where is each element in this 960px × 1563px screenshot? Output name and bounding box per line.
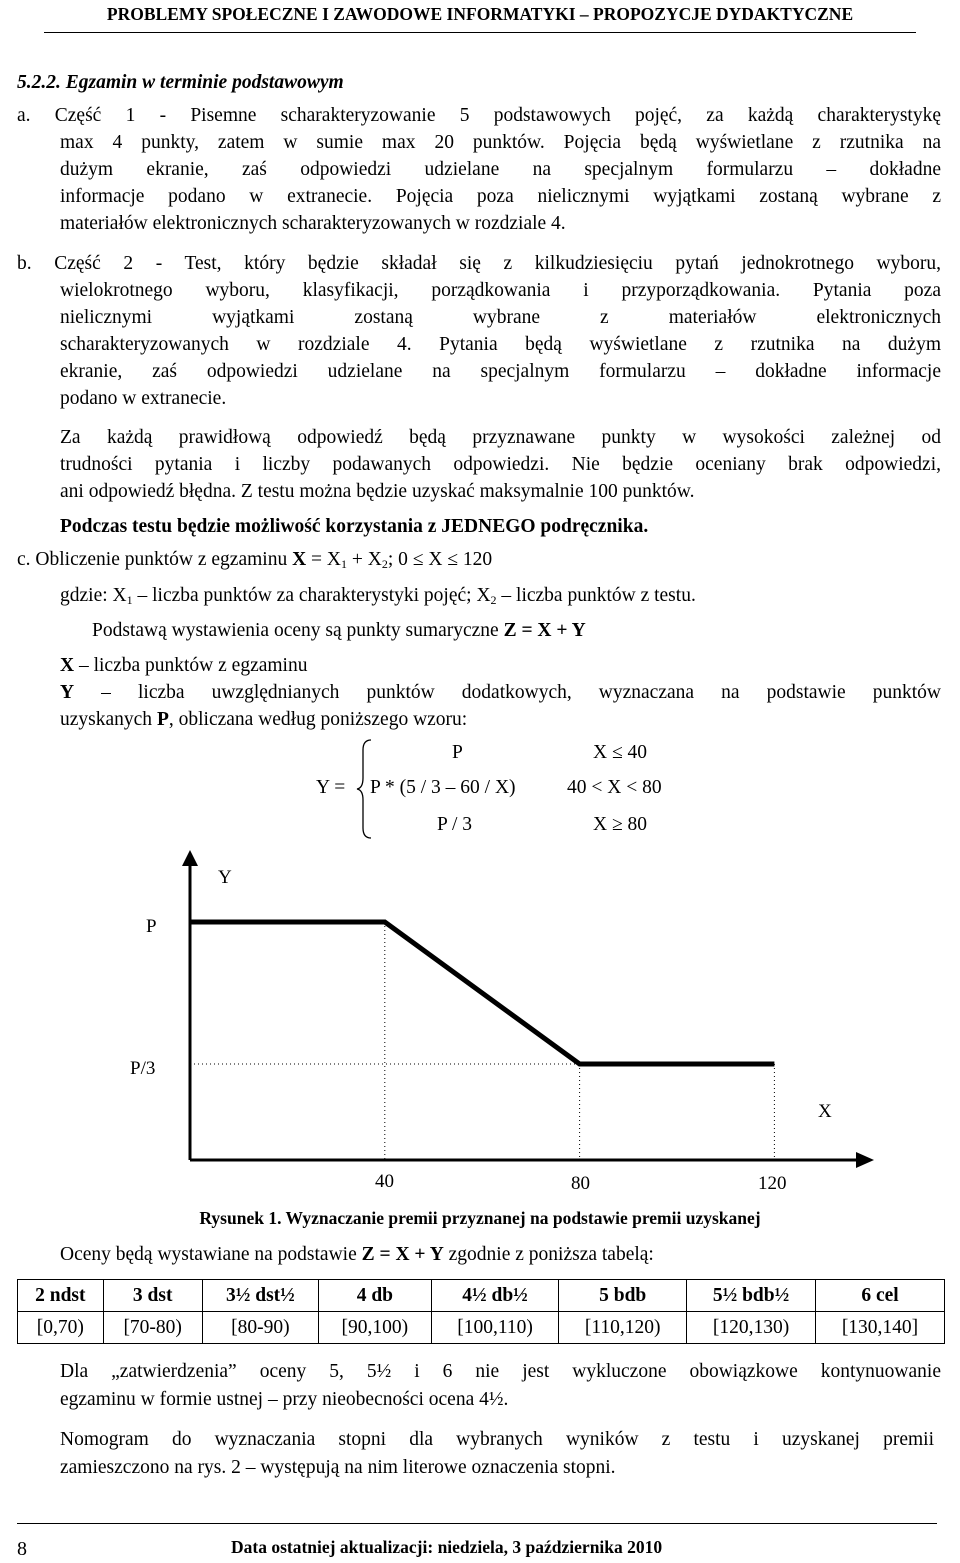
grade-cell: 2 ndst [18, 1280, 104, 1312]
part-c-basis: Podstawą wystawienia oceny są punkty sumaryczne Z = X + Y [92, 620, 586, 641]
part-b-line-6: podano w extranecie. [60, 388, 227, 409]
range-cell: [90,100) [319, 1312, 432, 1344]
part-a-line-2: max 4 punkty, zatem w sumie max 20 punktów. Pojęcia będą wyświetlane z rzutnika na [60, 132, 941, 153]
note-2-line-1: Nomogram do wyznaczania stopni dla wybranych wyników z testu i uzyskanej premii [60, 1429, 934, 1450]
formula-case-2-expr: P * (5 / 3 – 60 / X) [370, 777, 516, 798]
grade-cell: 6 cel [816, 1280, 945, 1312]
note-1-line-2: egzaminu w formie ustnej – przy nieobecności ocena 4½. [60, 1389, 509, 1410]
part-b-line-5: ekranie, zaś odpowiedzi udzielane na specjalnym formularzu – dokładne informacje [60, 361, 941, 382]
note-1-line-1: Dla „zatwierdzenia” oceny 5, 5½ i 6 nie jest wykluczone obowiązkowe kontynuowanie [60, 1361, 941, 1382]
y-axis-arrow [182, 850, 198, 866]
y-tick-p3: P/3 [130, 1058, 156, 1079]
y-definition-line-2: uzyskanych P, obliczana według poniższego wzoru: [60, 709, 468, 730]
grade-cell: 3 dst [103, 1280, 202, 1312]
formula-lhs: Y = [316, 777, 346, 798]
grade-cell: 4½ db½ [431, 1280, 559, 1312]
x-definition: X – liczba punktów z egzaminu [60, 655, 308, 676]
grade-cell: 5 bdb [559, 1280, 687, 1312]
part-a-line-3: dużym ekranie, zaś odpowiedzi udzielane na specjalnym formularzu – dokładne [60, 159, 941, 180]
page-number: 8 [17, 1538, 27, 1560]
premium-chart [0, 840, 960, 1200]
y-definition-line-1: Y – liczba uwzględnianych punktów dodatkowych, wyznaczana na podstawie punktów [60, 682, 941, 703]
range-cell: [0,70) [18, 1312, 104, 1344]
grades-table [17, 1279, 945, 1344]
grade-cell: 5½ bdb½ [687, 1280, 816, 1312]
section-heading: 5.2.2. Egzamin w terminie podstawowym [17, 72, 344, 93]
part-c-line: c. Obliczenie punktów z egzaminu $X = X_1 + X_2$; 0 ≤ X ≤ 120 [17, 549, 493, 571]
part-b2-line-2: trudności pytania i liczby podawanych odpowiedzi. Nie będzie oceniany brak odpowiedzi, [60, 454, 941, 475]
header-rule [44, 32, 916, 33]
note-2-line-2: zamieszczono na rys. 2 – występują na nim literowe oznaczenia stopni. [60, 1457, 616, 1478]
chart-gridlines [190, 922, 774, 1160]
part-b-line-1: b. Część 2 - Test, który będzie składał się z kilkudziesięciu pytań jednokrotnego wyboru, [17, 253, 941, 274]
footer-update: Data ostatniej aktualizacji: niedziela, 3 października 2010 [231, 1537, 663, 1557]
part-b2-line-3: ani odpowiedź błędna. Z testu można będzie uzyskać maksymalnie 100 punktów. [60, 481, 695, 502]
range-cell: [70-80) [103, 1312, 202, 1344]
x-tick-120: 120 [758, 1173, 787, 1194]
part-b2-line-1: Za każdą prawidłową odpowiedź będą przyznawane punkty w wysokości zależnej od [60, 427, 941, 448]
part-a-line-4: informacje podano w extranecie. Pojęcia poza nielicznymi wyjątkami zostaną wybrane z [60, 186, 941, 207]
footer-rule [17, 1523, 937, 1524]
y-tick-p: P [146, 916, 157, 937]
ranges-row [18, 1312, 945, 1344]
formula-case-3-cond: X ≥ 80 [593, 814, 648, 835]
part-b-line-3: nielicznymi wyjątkami zostaną wybrane z materiałów elektronicznych [60, 307, 941, 328]
range-cell: [130,140] [816, 1312, 945, 1344]
range-cell: [100,110) [431, 1312, 559, 1344]
grade-cell: 4 db [319, 1280, 432, 1312]
part-b-line-4: scharakteryzowanych w rozdziale 4. Pytania będą wyświetlane z rzutnika na dużym [60, 334, 941, 355]
figure-caption: Rysunek 1. Wyznaczanie premii przyznanej na podstawie premii uzyskanej [199, 1208, 761, 1228]
x-axis-label: X [818, 1101, 832, 1122]
formula-case-3-expr: P / 3 [437, 814, 473, 835]
formula-case-1-expr: P [452, 742, 463, 763]
formula-case-2-cond: 40 < X < 80 [567, 777, 662, 798]
x-tick-80: 80 [571, 1173, 590, 1194]
grades-row [18, 1280, 945, 1312]
part-a-line-5: materiałów elektronicznych scharakteryzowanych w rozdziale 4. [60, 213, 566, 234]
chart-series-line [190, 922, 774, 1064]
part-b-line-2: wielokrotnego wyboru, klasyfikacji, porządkowania i przyporządkowania. Pytania poza [60, 280, 941, 301]
part-a-line-1: a. Część 1 - Pisemne scharakteryzowanie 5 podstawowych pojęć, za każdą charakterystykę [17, 105, 941, 126]
part-c-where: gdzie: $X_1$ – liczba punktów za charakterystyki pojęć; $X_2$ – liczba punktów z testu. [60, 585, 696, 607]
grades-intro: Oceny będą wystawiane na podstawie Z = X + Y zgodnie z poniższa tabelą: [60, 1244, 654, 1265]
x-tick-40: 40 [375, 1171, 394, 1192]
x-axis-arrow [856, 1152, 874, 1168]
formula-case-1-cond: X ≤ 40 [593, 742, 648, 763]
range-cell: [120,130) [687, 1312, 816, 1344]
range-cell: [110,120) [559, 1312, 687, 1344]
running-header: PROBLEMY SPOŁECZNE I ZAWODOWE INFORMATYKI – PROPOZYCJE DYDAKTYCZNE [106, 4, 854, 24]
part-b-bold-note: Podczas testu będzie możliwość korzystania z JEDNEGO podręcznika. [60, 516, 649, 537]
y-axis-label: Y [218, 867, 232, 888]
range-cell: [80-90) [202, 1312, 318, 1344]
grade-cell: 3½ dst½ [202, 1280, 318, 1312]
